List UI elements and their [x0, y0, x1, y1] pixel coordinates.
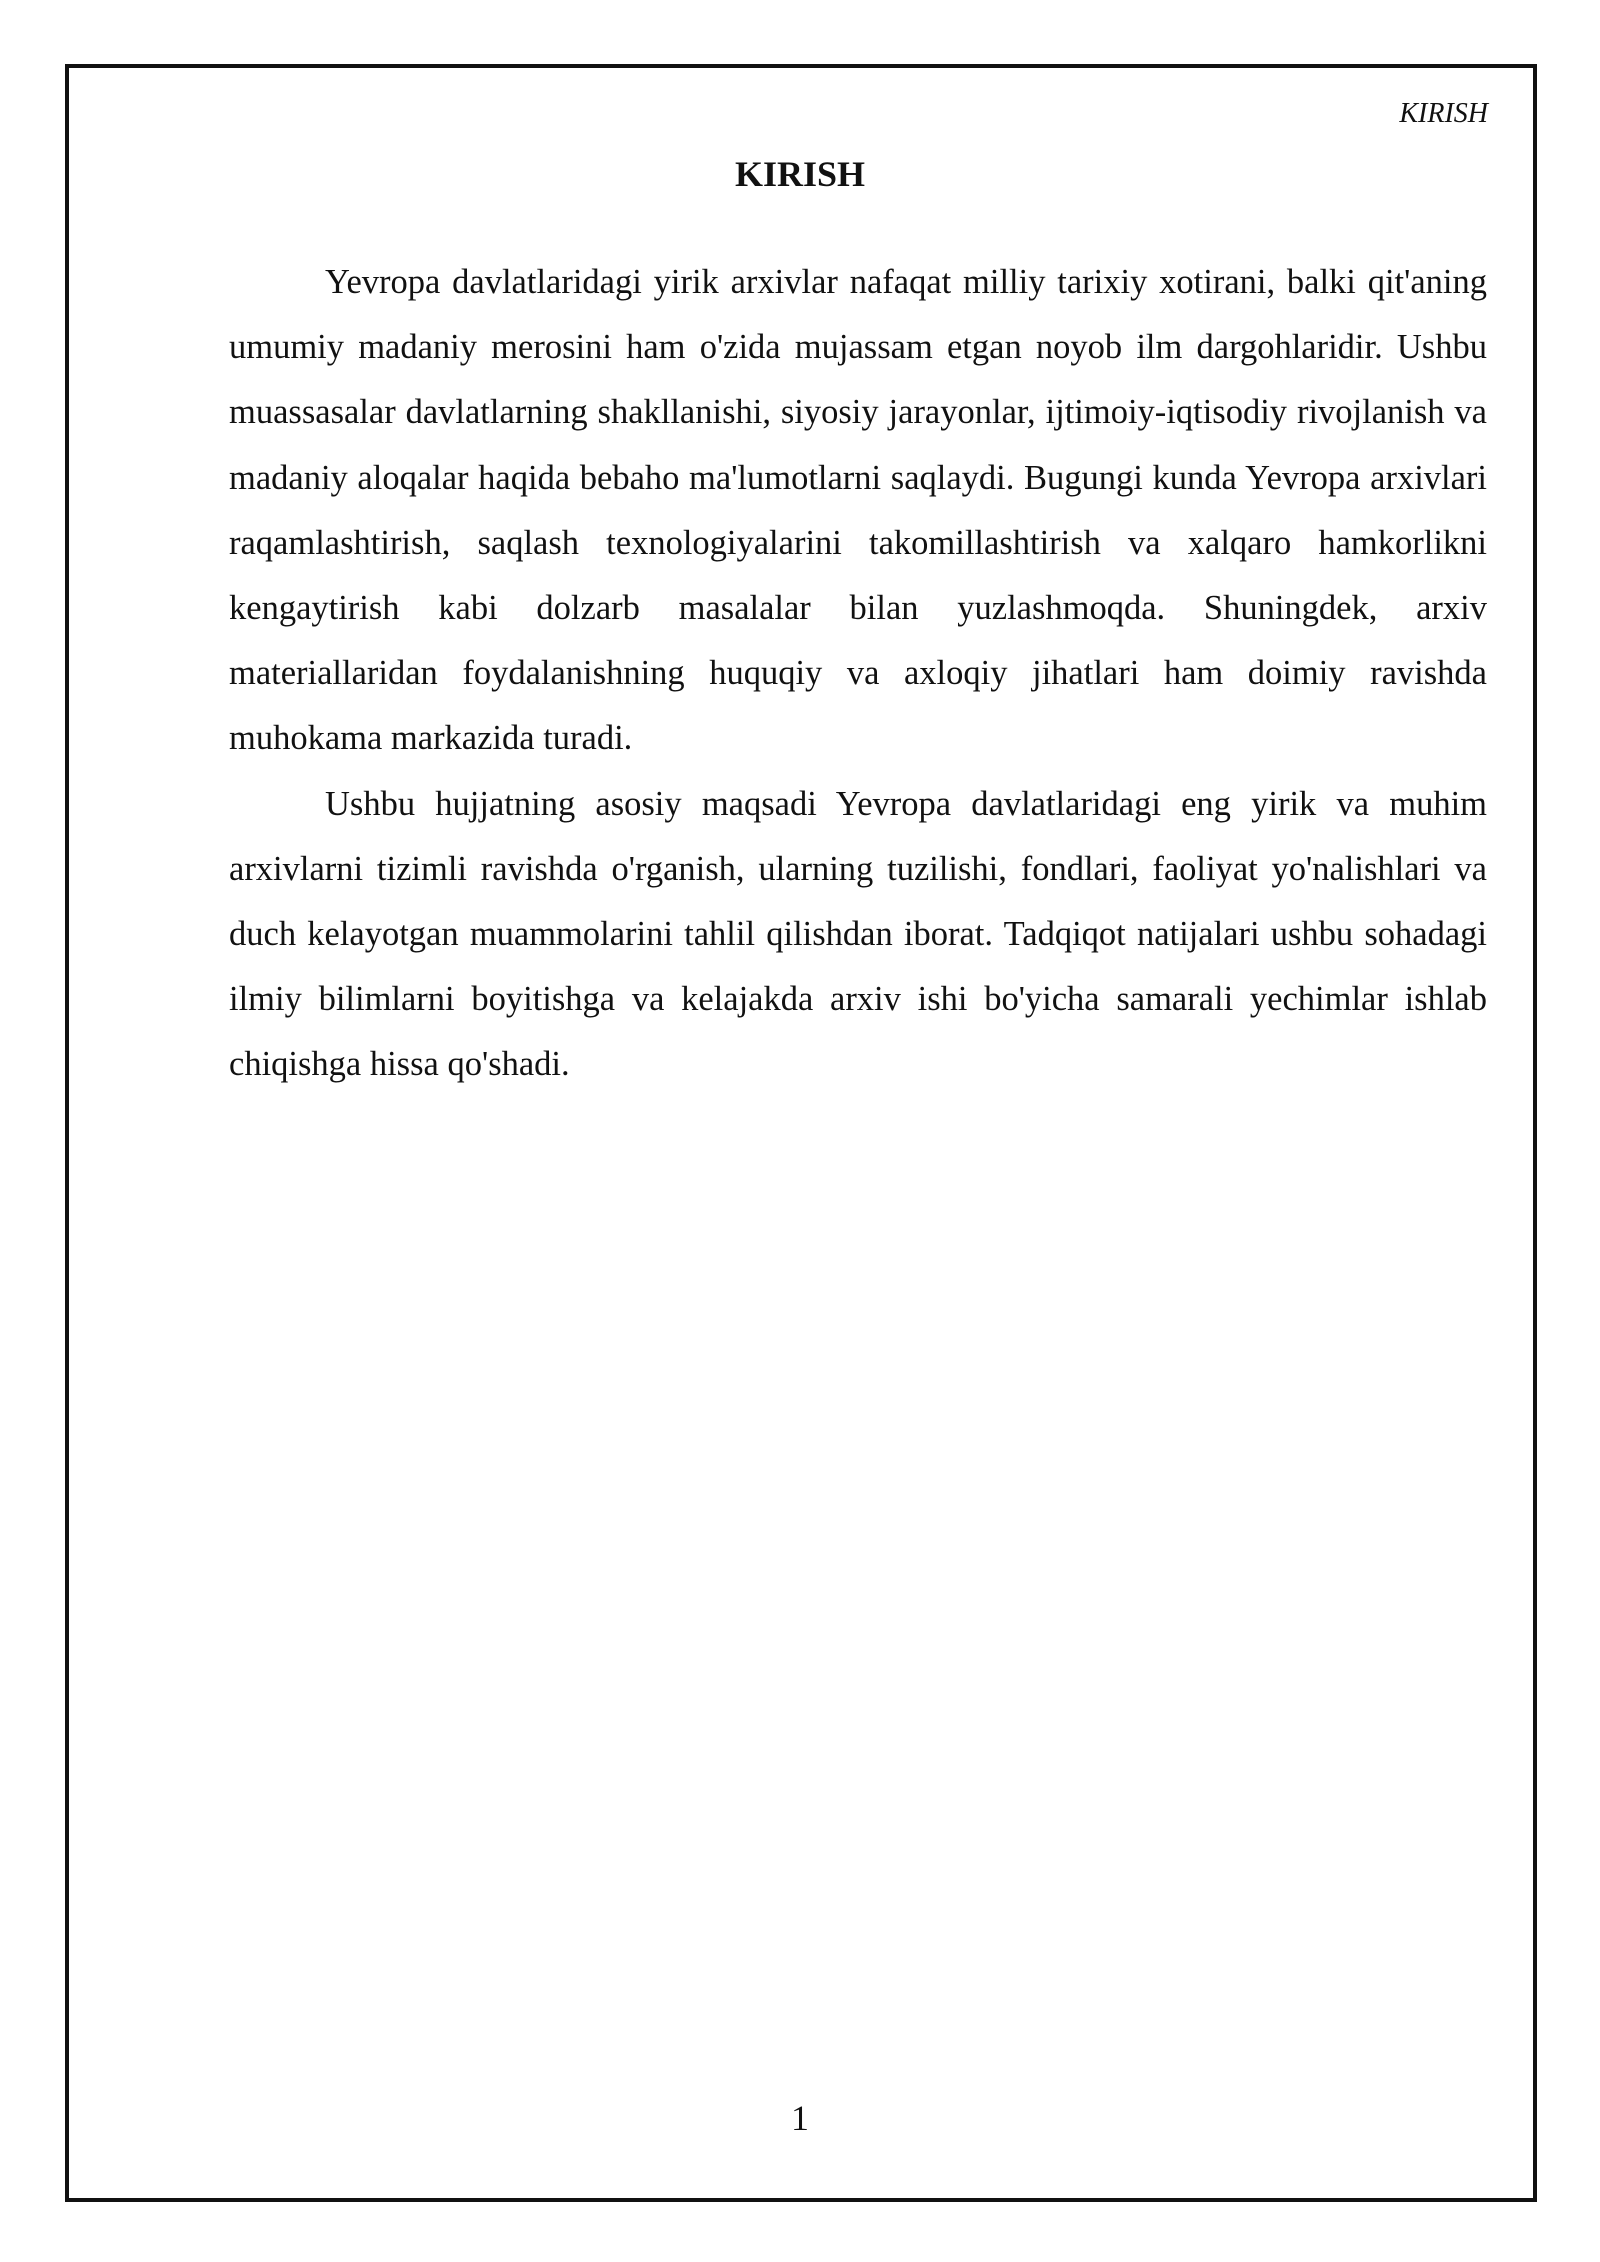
page-title: KIRISH [734, 154, 866, 194]
body-text [229, 250, 1487, 1098]
running-header: KIRISH [1399, 98, 1488, 129]
intro-paragraph-2: Ushbu hujjatning asosiy maqsadi Yevropa davlatlaridagi eng yirik va muhim arxivlarni tizimli ravishda o'rganish, ularning tuzilishi, fondlari, faoliyat yo'nalishlari va duch kelayotgan muammolarini tahlil qilishdan iborat. Tadqiqot natijalari ushbu sohadagi ilmiy bilimlarni boyitishga va kelajakda arxiv ishi bo'yicha samarali yechimlar ishlab chiqishga hissa qo'shadi. [229, 784, 1487, 1084]
page-number: 1 [791, 2098, 809, 2138]
intro-paragraph-1: Yevropa davlatlaridagi yirik arxivlar nafaqat milliy tarixiy xotirani, balki qit'aning umumiy madaniy merosini ham o'zida mujassam etgan noyob ilm dargohlaridir. Ushbu muassasalar davlatlarning shakllanishi, siyosiy jarayonlar, ijtimoiy-iqtisodiy rivojlanish va madaniy aloqalar haqida bebaho ma'lumotlarni saqlaydi. Bugungi kunda Yevropa arxivlari raqamlashtirish, saqlash texnologiyalarini takomillashtirish va xalqaro hamkorlikni kengaytirish kabi dolzarb masalalar bilan yuzlashmoqda. Shuningdek, arxiv materiallaridan foydalanishning huquqiy va axloqiy jihatlari ham doimiy ravishda muhokama markazida turadi. [229, 263, 1487, 758]
